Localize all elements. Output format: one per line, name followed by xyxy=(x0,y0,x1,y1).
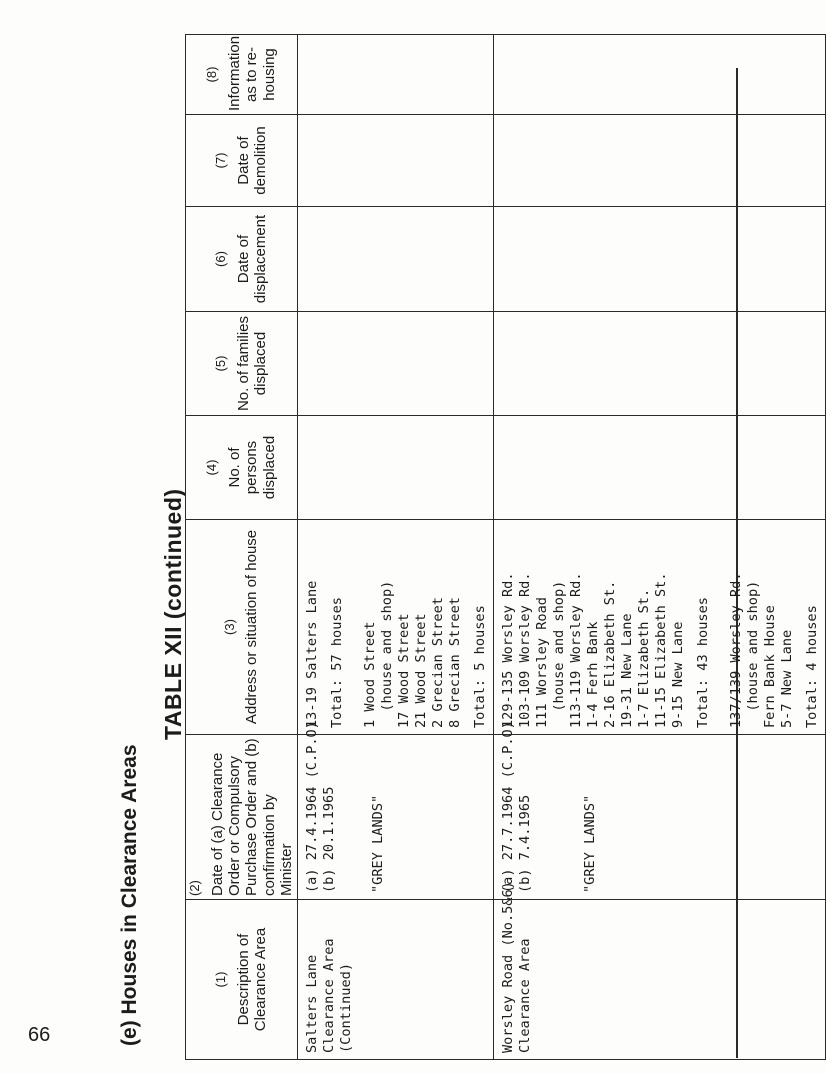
order-dates: (a) 27.7.1964 (C.P.O) (b) 7.4.1965 "GREY LANDS" xyxy=(494,735,826,900)
clearance-table xyxy=(185,35,821,1060)
header-rehousing: (8) Information as to re-housing xyxy=(186,35,298,115)
demolition-cell xyxy=(298,115,494,207)
families-cell xyxy=(298,312,494,416)
header-description: (1) Description of Clearance Area xyxy=(186,900,298,1060)
header-persons: (4) No. of persons displaced xyxy=(186,416,298,520)
persons-cell xyxy=(494,416,826,520)
header-row xyxy=(186,35,298,1060)
page-number: 66 xyxy=(28,1024,51,1046)
displacement-cell xyxy=(494,207,826,312)
order-dates: (a) 27.4.1964 (C.P.O) (b) 20.1.1965 "GREY LANDS" xyxy=(298,735,494,900)
header-order-dates: (2) Date of (a) Clearance Order or Compulsory Purchase Order and (b) confirmation by Minister xyxy=(186,735,298,900)
header-displacement-date: (6) Date of displacement xyxy=(186,207,298,312)
table-row xyxy=(494,35,826,1060)
families-cell xyxy=(494,312,826,416)
persons-cell xyxy=(298,416,494,520)
displacement-cell xyxy=(298,207,494,312)
address-list: 13-19 Salters Lane Total: 57 houses 1 Wood Street (house and shop) 17 Wood Street 21 Wood Street 2 Grecian Street 8 Grecian Street Total: 5 houses xyxy=(298,520,494,735)
rehousing-cell xyxy=(298,35,494,115)
header-families: (5) No. of families displaced xyxy=(186,312,298,416)
area-description: Worsley Road (No.5&6) Clearance Area xyxy=(494,900,826,1060)
header-address: (3) Address or situation of house xyxy=(186,520,298,735)
address-list: 129-135 Worsley Rd. 103-109 Worsley Rd. 111 Worsley Road (house and shop) 113-119 Worsley Rd. 1-4 Ferh Bank 2-16 Elizabeth St. 19-31 New Lane 1-7 Elizabeth St. 11-15 Elizabeth St. 9-15 New Lane Total: 43 houses 137/139 Worsley Rd. (house and shop) Fern Bank House 5-7 New Lane Total: 4 houses xyxy=(494,520,826,735)
rehousing-cell xyxy=(494,35,826,115)
table-row xyxy=(298,35,494,1060)
demolition-cell xyxy=(494,115,826,207)
section-caption: (e) Houses in Clearance Areas xyxy=(118,744,141,1046)
table-title: TABLE XII (continued) xyxy=(160,488,186,740)
header-demolition-date: (7) Date of demolition xyxy=(186,115,298,207)
area-description: Salters Lane Clearance Area (Continued) xyxy=(298,900,494,1060)
